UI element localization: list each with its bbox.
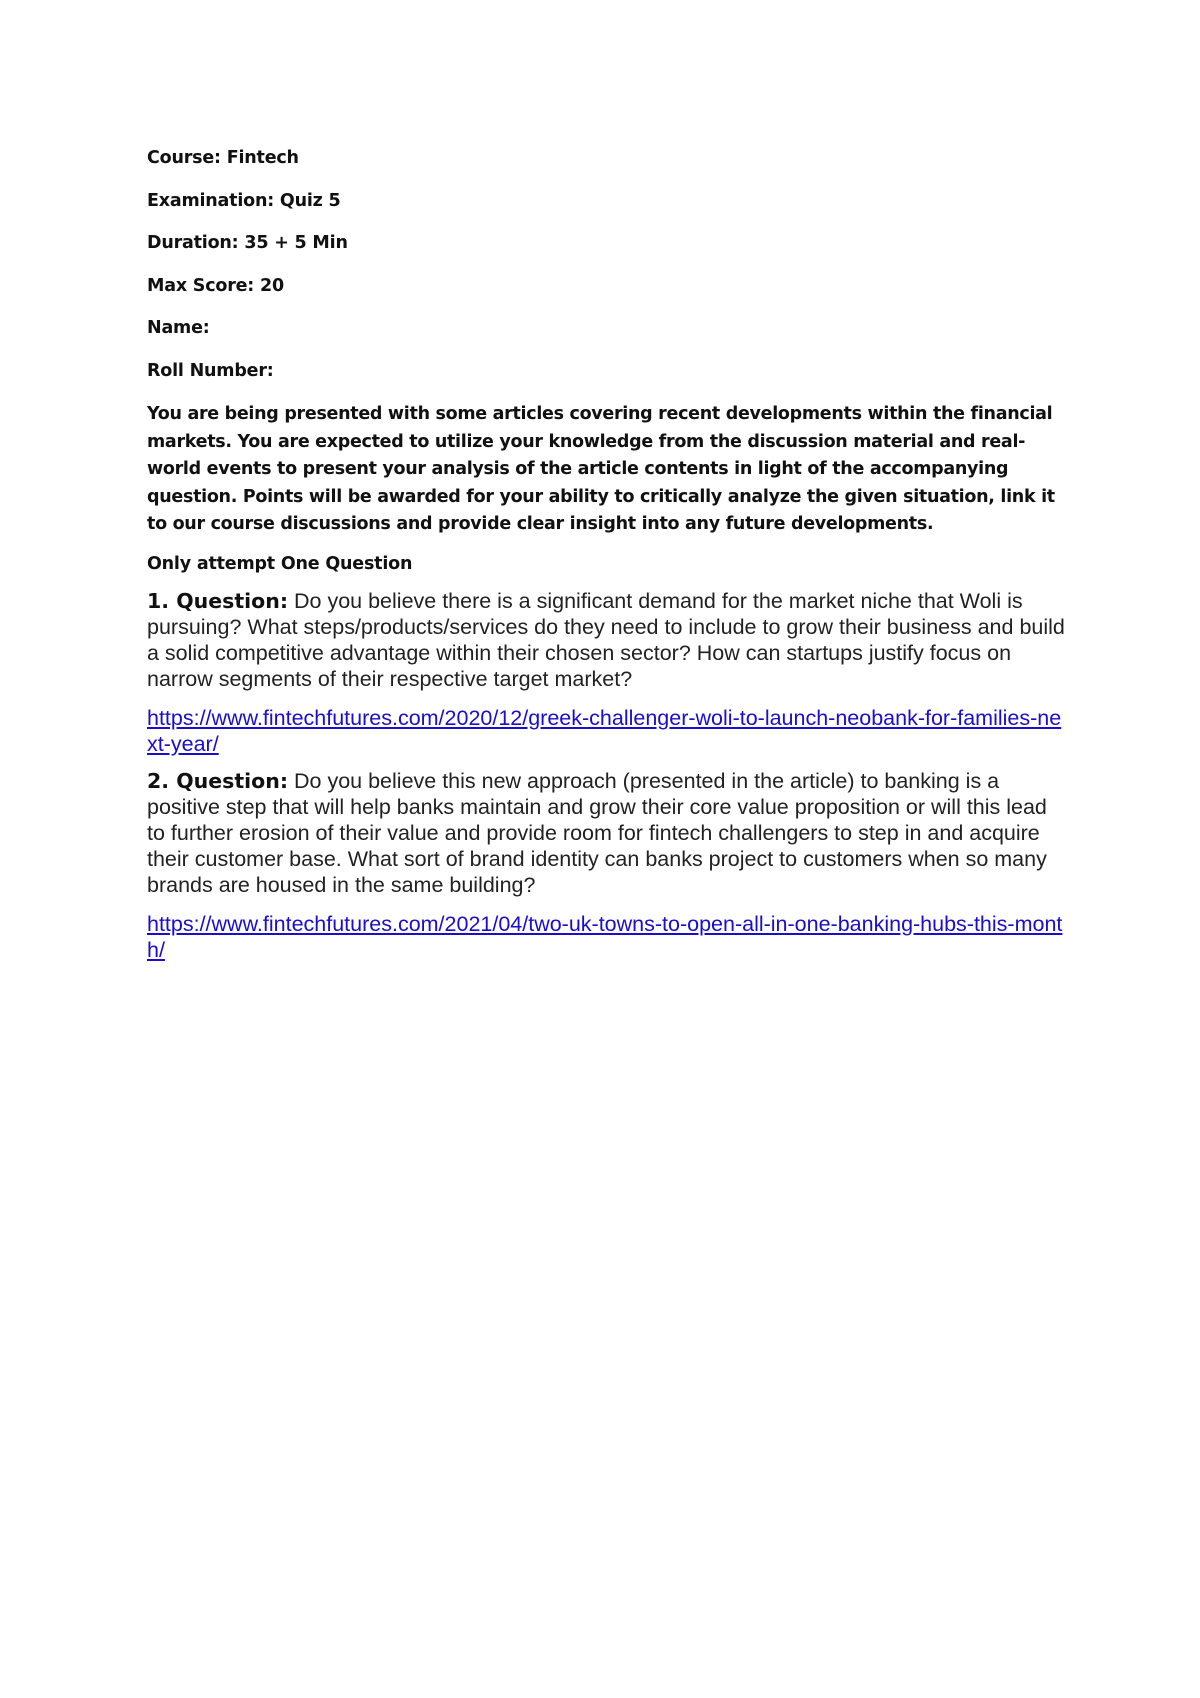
- question-2: [147, 768, 1067, 898]
- document-body: [147, 146, 1067, 974]
- question-2-text: Do you believe this new approach (presented in the article) to banking is a positive step that will help banks maintain and grow their core value proposition or will this lead to further erosion of their value and provide room for fintech challengers to step in and acquire their customer base. What sort of brand identity can banks project to customers when so many brands are housed in the same building?: [147, 768, 1047, 897]
- only-attempt-line: Only attempt One Question: [147, 553, 413, 574]
- instructions-paragraph: You are being presented with some articles covering recent developments within the financial markets. You are expected to utilize your knowledge from the discussion material and real-world events to present your analysis of the article contents in light of the accompanying question. Points will be awarded for your ability to critically analyze the given situation, link it to our course discussions and provide clear insight into any future developments.: [147, 404, 1055, 534]
- course-line: Course: Fintech: [147, 148, 299, 168]
- question-1-link[interactable]: https://www.fintechfutures.com/2020/12/greek-challenger-woli-to-launch-neobank-for-families-next-year/: [147, 705, 1062, 756]
- question-2-link[interactable]: https://www.fintechfutures.com/2021/04/two-uk-towns-to-open-all-in-one-banking-hubs-this-month/: [147, 911, 1063, 962]
- examination-line: Examination: Quiz 5: [147, 190, 341, 211]
- max-score-line: Max Score: 20: [147, 275, 284, 296]
- question-1: [147, 588, 1067, 692]
- question-2-label: 2. Question:: [147, 768, 289, 793]
- question-1-label: 1. Question:: [147, 588, 289, 613]
- duration-line: Duration: 35 + 5 Min: [147, 233, 348, 253]
- roll-number-line: Roll Number:: [147, 360, 274, 381]
- question-1-text: Do you believe there is a significant demand for the market niche that Woli is pursuing? What steps/products/services do they need to include to grow their business and build a solid competitive advantage within their chosen sector? How can startups justify focus on narrow segments of their respective target market?: [147, 588, 1065, 691]
- name-line: Name:: [147, 318, 210, 338]
